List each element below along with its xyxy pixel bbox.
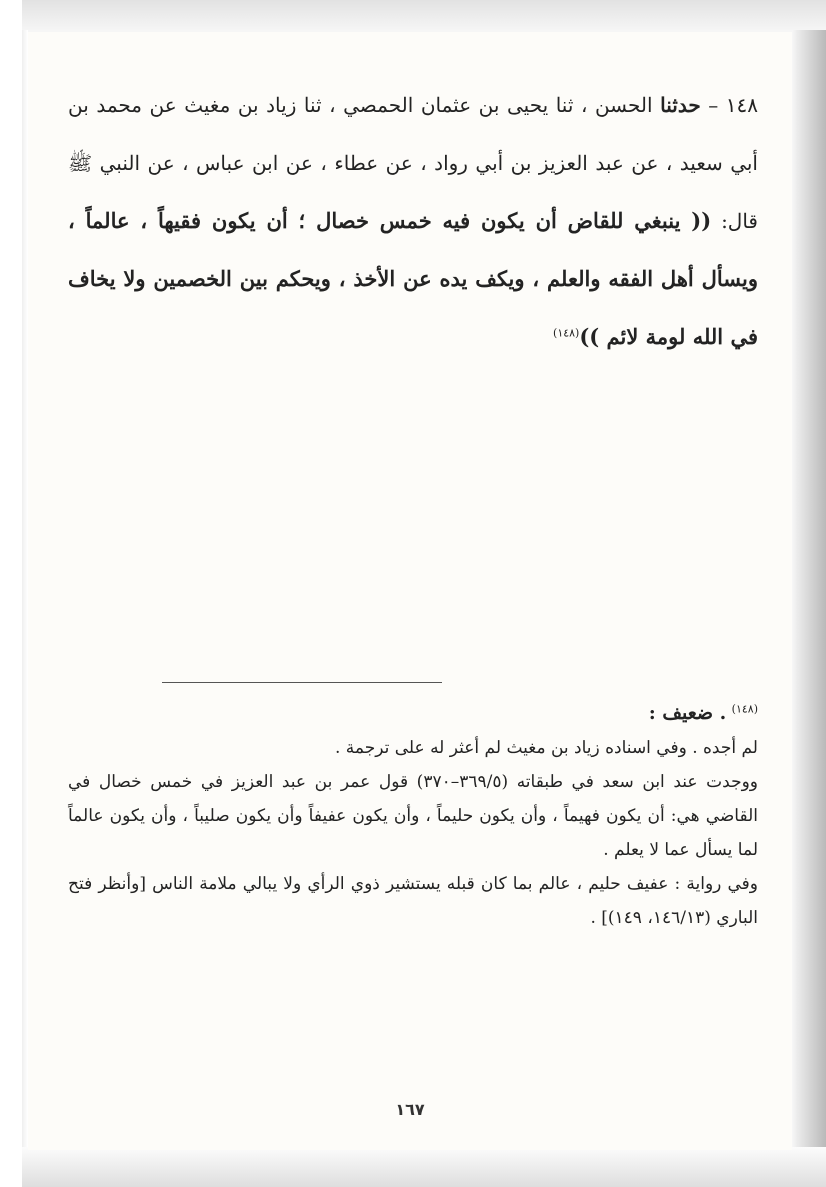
book-page xyxy=(28,32,792,1150)
hadith-number: ١٤٨ – xyxy=(708,93,759,117)
footnote-grading: . ضعيف : xyxy=(648,702,727,724)
book-spine-shadow xyxy=(792,30,826,1151)
scan-bottom-shadow xyxy=(22,1147,826,1187)
footnote-heading xyxy=(68,696,758,731)
hadith-opening-word: حدثنا xyxy=(660,93,701,117)
hadith-block xyxy=(68,76,758,366)
page-number: ١٦٧ xyxy=(395,1100,425,1119)
footnote-block xyxy=(68,696,758,935)
footnote-ref: (١٤٨) xyxy=(731,702,758,716)
hadith-matn: (( ينبغي للقاض أن يكون فيه خمس خصال ؛ أن يكون فقيهاً ، عالماً ، ويسأل أهل الفقه والعلم ، ويكف يده عن الأخذ ، ويحكم بين الخصمين ولا يخاف في الله لومة لائم )) xyxy=(68,208,758,349)
footnote-line: ووجدت عند ابن سعد في طبقاته (٣٦٩/٥–٣٧٠) قول عمر بن عبد العزيز في خمس خصال في القاضي هي: أن يكون فهيماً ، وأن يكون حليماً ، وأن يكون عفيفاً وأن يكون صليباً ، وأن يكون عالماً لما يسأل عما لا يعلم . xyxy=(68,772,758,860)
hadith-paragraph xyxy=(68,76,758,366)
footnote-line: وفي رواية : عفيف حليم ، عالم بما كان قبله يستشير ذوي الرأي ولا يبالي ملامة الناس [وأنظر فتح الباري (١٤٦/١٣، ١٤٩)] . xyxy=(68,874,758,928)
hadith-footnote-ref: (١٤٨) xyxy=(553,326,580,340)
footnote-line: لم أجده . وفي اسناده زياد بن مغيث لم أعثر له على ترجمة . xyxy=(334,738,758,758)
hadith-isnad: الحسن ، ثنا يحيى بن عثمان الحمصي ، ثنا زياد بن مغيث عن محمد بن أبي سعيد ، عن عبد العزيز بن أبي رواد ، عن عطاء ، عن ابن عباس ، عن النبي ﷺ قال: xyxy=(68,93,758,233)
footnote-separator xyxy=(162,682,442,683)
